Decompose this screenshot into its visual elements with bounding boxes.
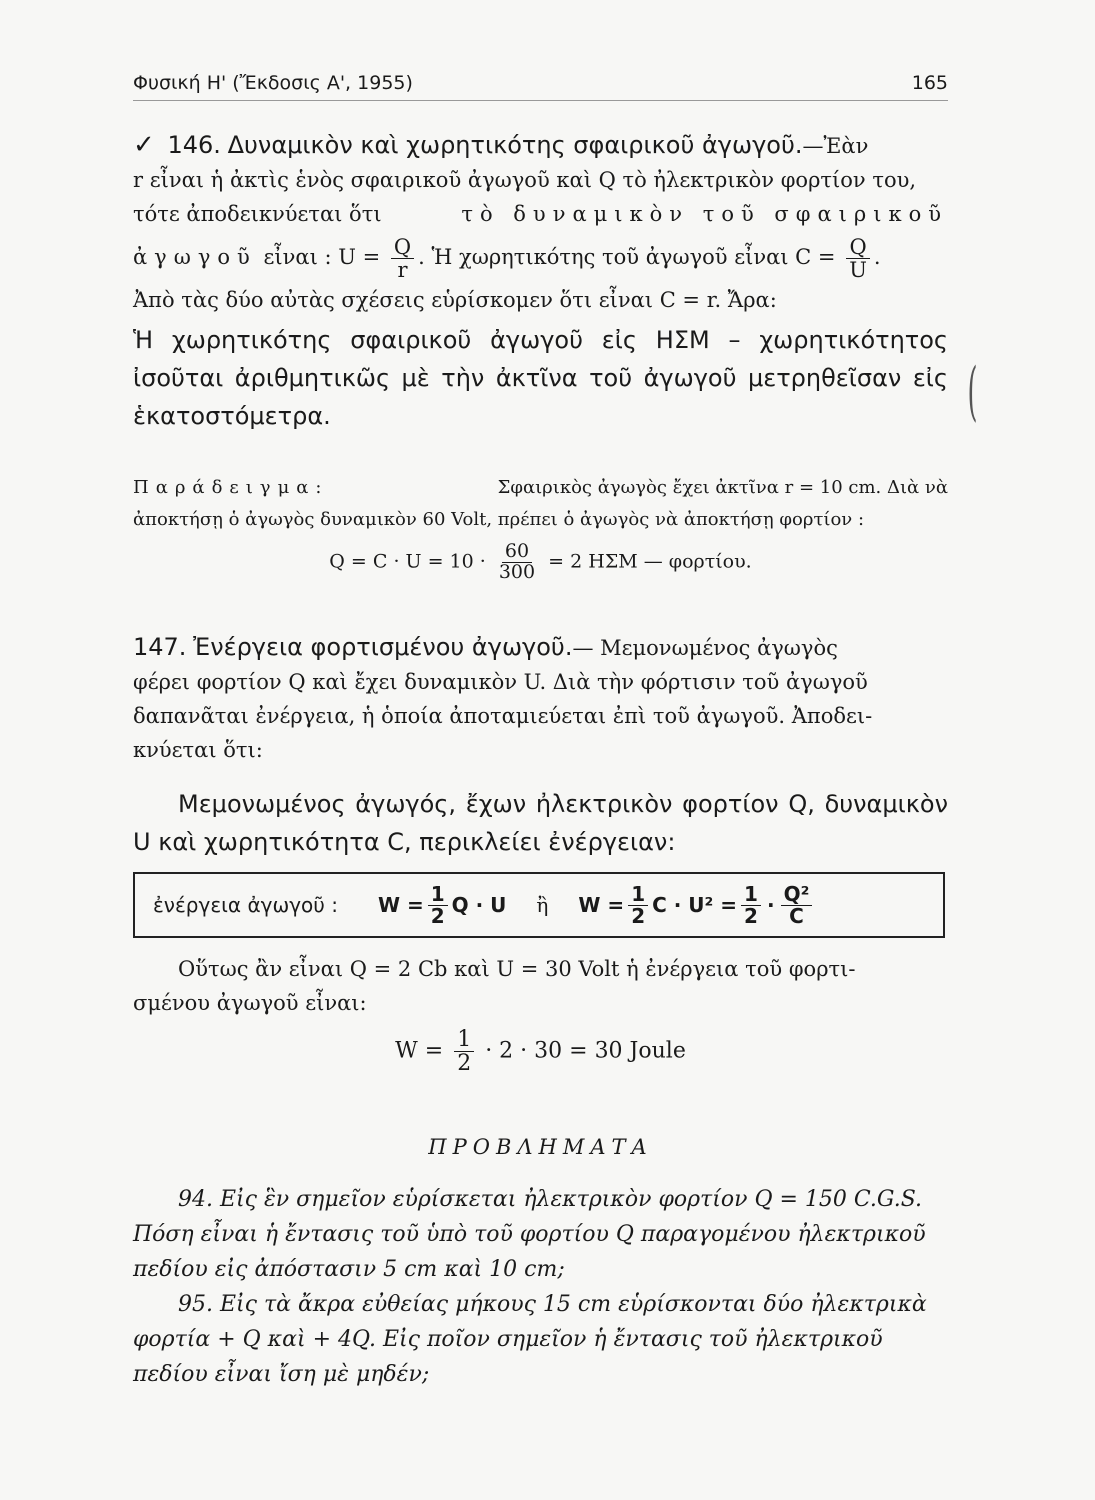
section-147-title: Ἐνέργεια φορτισμένου ἀγωγοῦ. (193, 633, 573, 661)
section-146-line2: r εἶναι ἡ ἀκτὶς ἑνὸς σφαιρικοῦ ἀγωγοῦ καὶ Q τὸ ἠλεκτρικὸν φορτίον του, (133, 168, 917, 192)
section-147-line3: δαπανᾶται ἐνέργεια, ἡ ὁποία ἀποταμιεύεται ἐπὶ τοῦ ἀγωγοῦ. Ἀποδει- (133, 704, 873, 728)
margin-bracket-mark: ( (967, 355, 978, 429)
section-147-heading-line (133, 630, 948, 665)
section-147-number: 147. (133, 633, 187, 661)
problems-section (133, 1130, 948, 1392)
section-146-line3 (133, 197, 948, 231)
section-146 (133, 128, 948, 435)
example-146 (133, 472, 948, 583)
fraction-1-over-2: $\frac{1}{2}$ (454, 1028, 474, 1075)
box-f1: Q · U (451, 893, 507, 917)
section-147-line4: κνύεται ὅτι: (133, 738, 263, 762)
example-label: Παράδειγμα: (133, 477, 329, 498)
fraction-q2-over-c: $\frac{\text{Q²}}{C}$ (781, 884, 813, 927)
example-line1 (133, 472, 948, 504)
example-equation (133, 542, 948, 583)
energy-formula-box: ἐνέργεια ἀγωγοῦ : W = $\frac{1}{2}$ Q · U ἢ W = $\frac{1}{2}$ C · U² = $\frac{1}{2}$ · $\frac{\text{Q²}}{C}$ (133, 872, 945, 938)
header-title: Φυσική Η' (Ἔκδοσις Α', 1955) (133, 72, 413, 94)
section-146-number: 146. (167, 131, 221, 159)
section-147 (133, 630, 948, 861)
problem-94-line3: πεδίου εἰς ἀπόστασιν 5 cm καὶ 10 cm; (133, 1257, 565, 1282)
section-147-rule: Μεμονωμένος ἀγωγός, ἔχων ἠλεκτρικὸν φορτίον Q, δυναμικὸν U καὶ χωρητικότητα C, περικλείει ἐνέργειαν: (133, 790, 948, 856)
section-146-line5: Ἀπὸ τὰς δύο αὐτὰς σχέσεις εὑρίσκομεν ὅτι εἶναι C = r. Ἄρα: (133, 288, 777, 312)
problem-94-line2: Πόση εἶναι ἡ ἔντασις τοῦ ὑπὸ τοῦ φορτίου Q παραγομένου ἠλεκτρικοῦ (133, 1222, 926, 1247)
box-w1: W = (377, 893, 424, 917)
problem-94-line1: 94. Εἰς ἓν σημεῖον εὑρίσκεται ἠλεκτρικὸν φορτίον Q = 150 C.G.S. (178, 1187, 922, 1212)
problem-95-line1: 95. Εἰς τὰ ἄκρα εὐθείας μήκους 15 cm εὑρίσκονται δύο ἠλεκτρικὰ (178, 1292, 927, 1317)
line4-u-label: εἶναι : U = (263, 245, 381, 269)
fraction-q-over-u: $\frac{Q}{U}$ (846, 236, 870, 281)
section-147-line2: φέρει φορτίον Q καὶ ἔχει δυναμικὸν U. Διὰ τὴν φόρτισιν τοῦ ἀγωγοῦ (133, 670, 868, 694)
checkmark-icon: ✓ (133, 130, 155, 160)
box-f2: C · U² = (652, 893, 738, 917)
section-146-title: Δυναμικὸν καὶ χωρητικότης σφαιρικοῦ ἀγωγοῦ. (227, 131, 803, 159)
energy-example (133, 952, 948, 1075)
section-146-heading-line (133, 128, 948, 163)
line3-part-b: τὸ δυναμικὸν τοῦ σφαιρικοῦ (461, 202, 948, 226)
fraction-60-over-300: $\frac{60}{300}$ (498, 540, 536, 583)
example-line2: ἀποκτήσῃ ὁ ἀγωγὸς δυναμικὸν 60 Volt, πρέπει ὁ ἀγωγὸς νὰ ἀποκτήσῃ φορτίον : (133, 509, 865, 530)
problems-title: ΠΡΟΒΛΗΜΑΤΑ (428, 1135, 653, 1159)
section-146-rule: Ἡ χωρητικότης σφαιρικοῦ ἀγωγοῦ εἰς ΗΣΜ – χωρητικότητος ἰσοῦται ἀριθμητικῶς μὲ τὴν ἀκτῖνα τοῦ ἀγωγοῦ μετρηθεῖσαν εἰς ἑκατοστόμετρα. (133, 326, 948, 430)
line4-agogou: ἀγωγοῦ (133, 245, 257, 269)
line3-part-a: τότε ἀποδεικνύεται ὅτι (133, 202, 382, 226)
fraction-half-2: $\frac{1}{2}$ (628, 884, 648, 927)
fraction-half-1: $\frac{1}{2}$ (428, 884, 448, 927)
box-or: ἢ (536, 893, 549, 917)
energy-example-line2: σμένου ἀγωγοῦ εἶναι: (133, 991, 367, 1015)
fraction-q-over-r: $\frac{Q}{r}$ (391, 236, 414, 281)
line4-period: . (873, 245, 881, 269)
box-label: ἐνέργεια ἀγωγοῦ : (153, 893, 338, 917)
problem-95-line3: πεδίου εἶναι ἴση μὲ μηδέν; (133, 1362, 430, 1387)
eq-left: Q = C · U = 10 · (329, 550, 486, 573)
w-right: · 2 · 30 = 30 Joule (485, 1038, 686, 1064)
section-146-line4 (133, 231, 948, 283)
section-147-line1-rest: — Μεμονωμένος ἀγωγὸς (572, 636, 838, 660)
section-146-line1-rest: —Ἐὰν (802, 134, 869, 158)
eq-right: = 2 ΗΣΜ — φορτίου. (548, 550, 752, 573)
example-line1-text: Σφαιρικὸς ἀγωγὸς ἔχει ἀκτῖνα r = 10 cm. Διὰ νὰ (497, 477, 948, 498)
box-w2: W = (578, 893, 625, 917)
line4-capacitance: . Ἡ χωρητικότης τοῦ ἀγωγοῦ εἶναι C = (418, 245, 836, 269)
running-header (133, 72, 948, 101)
w-left: W = (395, 1038, 444, 1064)
page-number: 165 (911, 72, 948, 94)
energy-example-line1: Οὕτως ἂν εἶναι Q = 2 Cb καὶ U = 30 Volt ἡ ἐνέργεια τοῦ φορτι- (178, 957, 856, 981)
fraction-half-3: $\frac{1}{2}$ (741, 884, 761, 927)
energy-example-equation (133, 1028, 948, 1075)
problem-95-line2: φορτία + Q καὶ + 4Q. Εἰς ποῖον σημεῖον ἡ ἔντασις τοῦ ἠλεκτρικοῦ (133, 1327, 883, 1352)
